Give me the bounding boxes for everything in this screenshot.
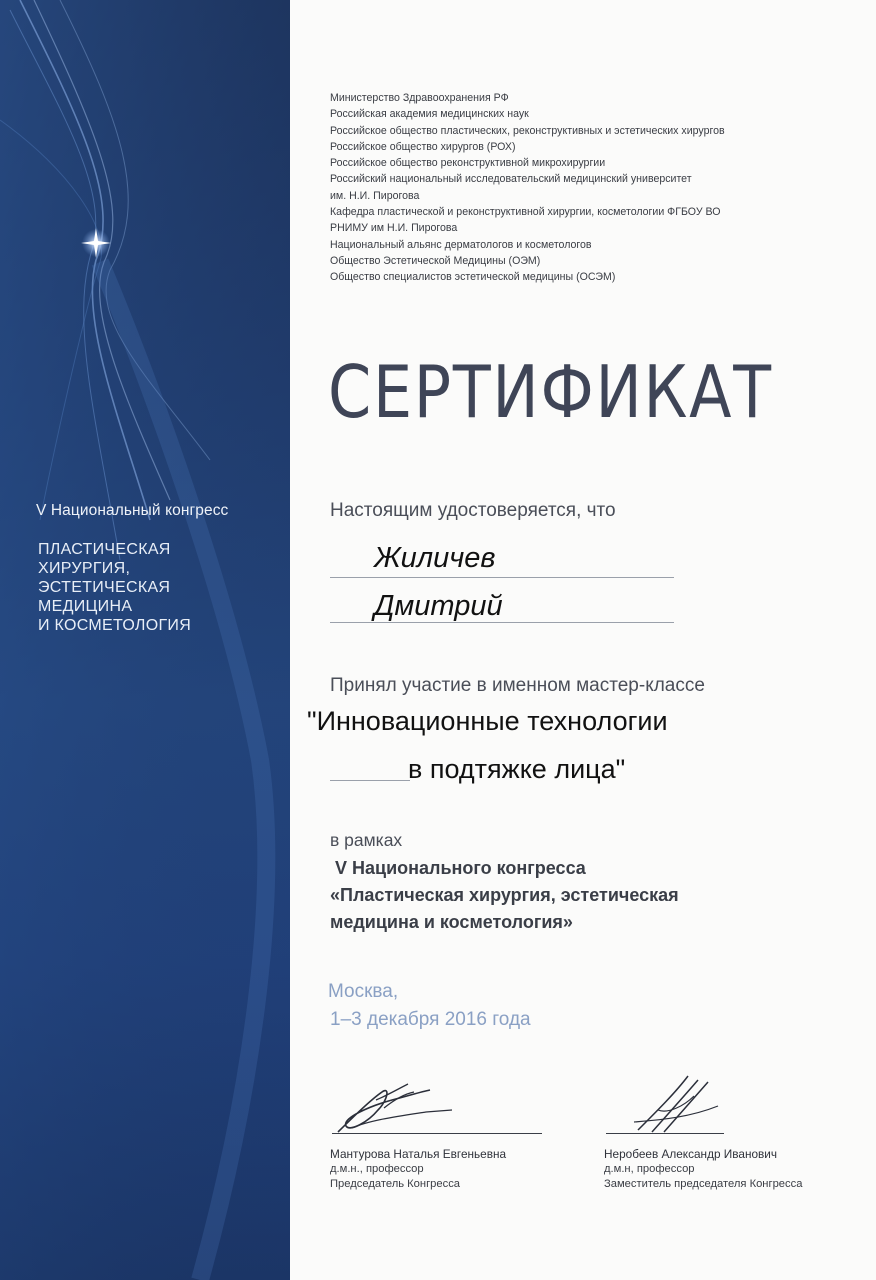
organization-item: Российское общество реконструктивной микрохирургии	[330, 157, 606, 170]
congress-name	[330, 855, 800, 936]
signatory-role: Председатель Конгресса	[330, 1178, 461, 1190]
band-subtitle-line: ХИРУРГИЯ,	[38, 560, 131, 577]
organization-item: Общество специалистов эстетической медицины (ОСЭМ)	[330, 271, 616, 284]
signatory-degree: д.м.н, профессор	[604, 1163, 695, 1175]
organization-item: РНИМУ им Н.И. Пирогова	[330, 222, 458, 235]
within-text: в рамках	[330, 830, 403, 850]
organization-item: им. Н.И. Пирогова	[330, 189, 420, 202]
signatory-name: Неробеев Александр Иванович	[604, 1147, 778, 1161]
swoosh-graphic	[0, 0, 290, 1280]
organizations-list	[330, 90, 850, 286]
city: Москва,	[328, 981, 399, 1002]
course-underline	[330, 780, 410, 781]
course-title-line2: в подтяжке лица"	[408, 754, 626, 784]
signature-mark	[330, 1070, 470, 1140]
organization-item: Национальный альянс дерматологов и косметологов	[330, 238, 592, 251]
place-and-date	[328, 978, 531, 1034]
signature-line	[332, 1133, 542, 1134]
organization-item: Российское общество пластических, реконструктивных и эстетических хирургов	[330, 124, 725, 137]
organization-item: Министерство Здравоохранения РФ	[330, 92, 509, 104]
signature-mark	[628, 1070, 738, 1140]
name-underline	[330, 577, 674, 578]
participation-text: Принял участие в именном мастер-классе	[330, 675, 705, 696]
congress-line: V Национального конгресса	[335, 858, 586, 878]
band-subtitle-line: ПЛАСТИЧЕСКАЯ	[38, 541, 171, 558]
recipient-surname: Жиличев	[374, 542, 496, 574]
event-dates: 1–3 декабря 2016 года	[330, 1009, 531, 1030]
certificate-title: СЕРТИФИКАТ	[328, 350, 773, 434]
course-title-line1: "Инновационные технологии	[307, 706, 668, 736]
band-subtitle-line: И КОСМЕТОЛОГИЯ	[38, 617, 192, 634]
decorative-blue-band	[0, 0, 290, 1280]
congress-line: медицина и косметология»	[330, 912, 573, 932]
signatory-role: Заместитель председателя Конгресса	[604, 1178, 803, 1190]
congress-line: «Пластическая хирургия, эстетическая	[330, 885, 679, 905]
signature-line	[606, 1133, 724, 1134]
name-underline	[330, 622, 674, 623]
organization-item: Российский национальный исследовательский медицинский университет	[330, 173, 692, 186]
certify-text: Настоящим удостоверяется, что	[330, 500, 616, 521]
band-subtitle-line: МЕДИЦИНА	[38, 598, 133, 615]
recipient-first-name: Дмитрий	[374, 590, 503, 622]
organization-item: Общество Эстетической Медицины (ОЭМ)	[330, 254, 541, 267]
band-congress-title: V Национальный конгресс	[36, 502, 229, 519]
signatory-degree: д.м.н., профессор	[330, 1163, 424, 1175]
band-congress-subtitle	[38, 540, 278, 635]
signatory-2	[604, 1147, 802, 1192]
signatory-name: Мантурова Наталья Евгеньевна	[330, 1147, 507, 1161]
band-subtitle-line: ЭСТЕТИЧЕСКАЯ	[38, 579, 171, 596]
signatory-1	[330, 1147, 506, 1192]
organization-item: Российская академия медицинских наук	[330, 108, 529, 121]
organization-item: Кафедра пластической и реконструктивной хирургии, косметологии ФГБОУ ВО	[330, 206, 721, 219]
organization-item: Российское общество хирургов (РОХ)	[330, 140, 516, 153]
